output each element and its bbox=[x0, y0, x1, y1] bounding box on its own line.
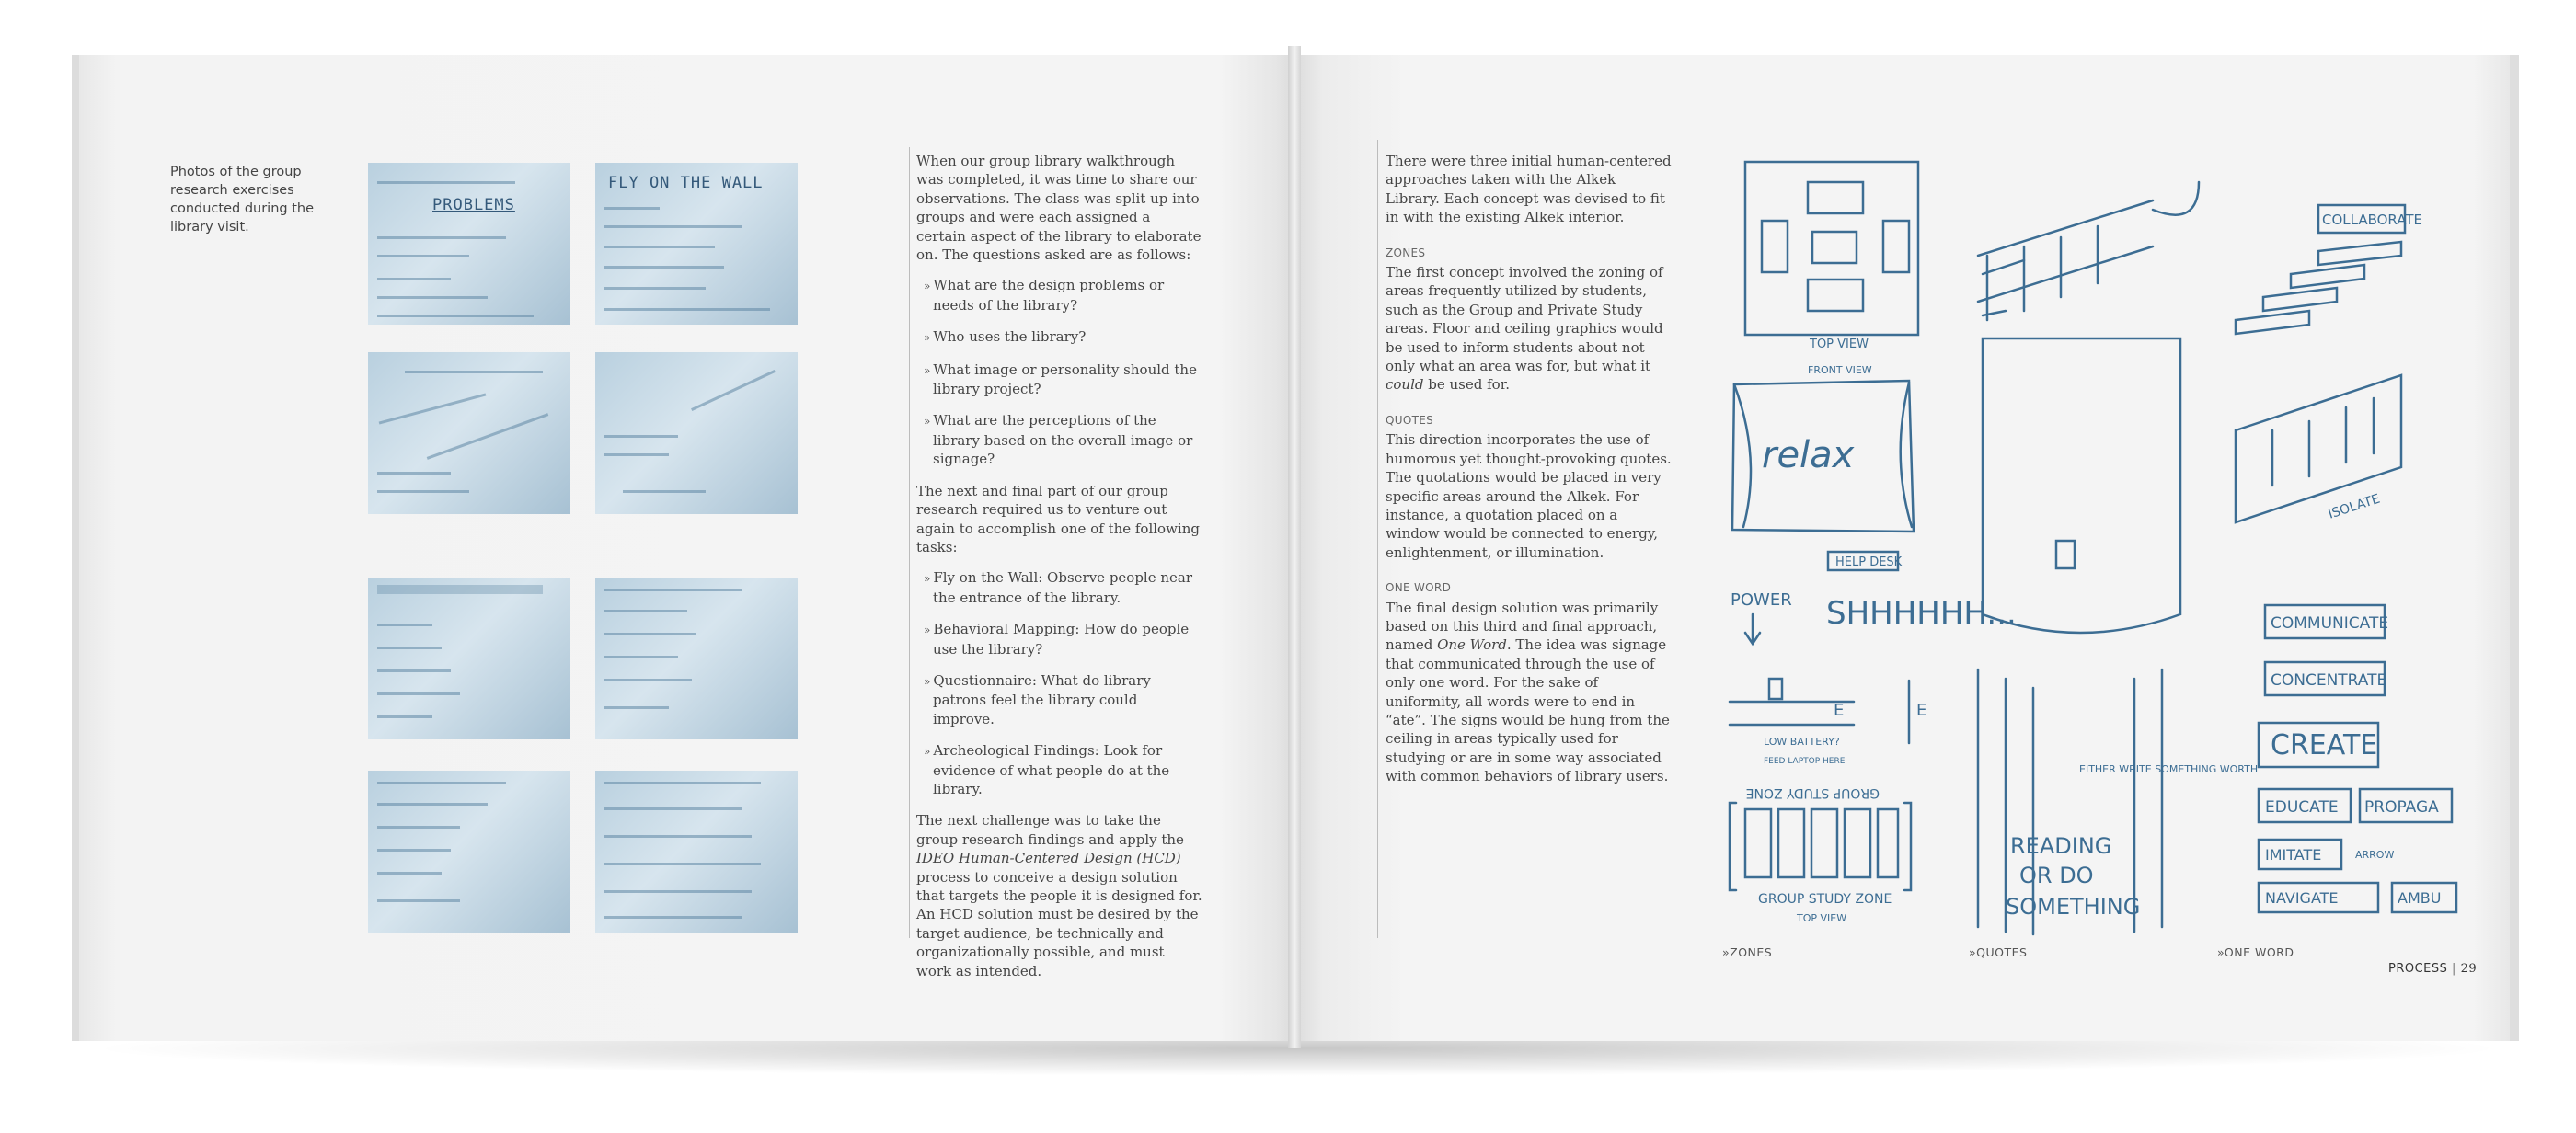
quotes-label: »QUOTES bbox=[1969, 945, 2028, 959]
svg-text:NAVIGATE: NAVIGATE bbox=[2265, 889, 2339, 907]
walkthrough-column bbox=[916, 152, 1203, 992]
oneword-heading: ONE WORD bbox=[1386, 581, 1452, 595]
svg-text:IMITATE: IMITATE bbox=[2265, 846, 2322, 864]
zones-sketches bbox=[1725, 154, 2017, 936]
task-list bbox=[916, 568, 1203, 798]
svg-text:ARROW: ARROW bbox=[2355, 849, 2395, 861]
svg-text:GROUP STUDY ZONE: GROUP STUDY ZONE bbox=[1758, 892, 1892, 907]
column-rule bbox=[909, 147, 910, 938]
research-photo-problems bbox=[368, 163, 570, 325]
svg-text:CREATE: CREATE bbox=[2271, 729, 2378, 761]
research-photo-fly-on-the-wall bbox=[595, 163, 798, 325]
page-folio: PROCESS | 29 bbox=[2388, 962, 2478, 976]
svg-text:AMBU: AMBU bbox=[2398, 889, 2442, 907]
svg-text:HELP DESK: HELP DESK bbox=[1835, 555, 1903, 569]
book-gutter bbox=[1288, 46, 1301, 1048]
svg-text:LOW BATTERY?: LOW BATTERY? bbox=[1764, 736, 1840, 748]
section-name: PROCESS bbox=[2388, 962, 2448, 976]
tasks-intro: The next and final part of our group research required us to venture out again to accomplish one of the following tasks: bbox=[916, 482, 1200, 555]
list-item: » What image or personality should the library project? bbox=[924, 360, 1197, 398]
oneword-label: »ONE WORD bbox=[2217, 945, 2294, 959]
oneword-text: The final design solution was primarily based on this third and final approach, named One Word. The idea was signage that communicated through the use of only one word. For the sake of uniformity, all words were to end in “ate”. The signs would be hung from the ceiling in areas typically used for studying or are in some way associated with common behaviors of library users. bbox=[1386, 599, 1670, 785]
list-item: » Behavioral Mapping: How do people use the library? bbox=[924, 621, 1190, 658]
quotes-heading: QUOTES bbox=[1386, 413, 1434, 427]
quotes-sketches bbox=[1969, 154, 2259, 936]
quotes-text: This direction incorporates the use of humorous yet thought-provoking quotes. The quotations would be placed in very specific areas around the Alkek. For instance, a quotation placed on a window would be connected to energy, enlightenment, or illumination. bbox=[1386, 431, 1672, 561]
svg-text:POWER: POWER bbox=[1731, 590, 1792, 610]
svg-text:FEED LAPTOP HERE: FEED LAPTOP HERE bbox=[1764, 757, 1846, 766]
research-photo-6 bbox=[595, 578, 798, 739]
list-item: » What are the perceptions of the library based on the overall image or signage? bbox=[924, 412, 1193, 468]
approaches-column bbox=[1386, 152, 1673, 803]
zones-text: The first concept involved the zoning of areas frequently utilized by students, such as the Group and Private Study areas. Floor and ceiling graphics would be used to inform students about not only what an area was for, but what it could be used for. bbox=[1386, 264, 1663, 394]
list-item: » Archeological Findings: Look for evidence of what people do at the library. bbox=[924, 742, 1170, 797]
svg-text:EITHER WRITE SOMETHING WORTH: EITHER WRITE SOMETHING WORTH bbox=[2079, 763, 2259, 775]
svg-text:E: E bbox=[1916, 701, 1927, 720]
research-photo-7 bbox=[368, 771, 570, 933]
svg-text:COLLABORATE: COLLABORATE bbox=[2322, 212, 2422, 228]
research-photo-5 bbox=[368, 578, 570, 739]
column-rule bbox=[1377, 140, 1378, 938]
svg-text:TOP VIEW: TOP VIEW bbox=[1810, 338, 1869, 351]
list-item: » Who uses the library? bbox=[924, 328, 1087, 346]
svg-text:READING: READING bbox=[2010, 833, 2112, 859]
svg-text:FRONT VIEW: FRONT VIEW bbox=[1808, 364, 1872, 376]
walkthrough-intro: When our group library walkthrough was completed, it was time to share our observations. The class was split up into groups and were each assigned a certain aspect of the library to elaborate on. The questions asked are as follows: bbox=[916, 153, 1202, 264]
zones-label: »ZONES bbox=[1722, 945, 1773, 959]
list-item: » Fly on the Wall: Observe people near the entrance of the library. bbox=[924, 569, 1193, 606]
svg-text:COMMUNICATE: COMMUNICATE bbox=[2271, 614, 2389, 633]
svg-text:OR DO: OR DO bbox=[2019, 863, 2094, 888]
research-photo-4 bbox=[595, 352, 798, 514]
question-list bbox=[916, 276, 1203, 468]
svg-text:TOP VIEW: TOP VIEW bbox=[1797, 912, 1847, 924]
svg-text:SHHHHHH...: SHHHHHH... bbox=[1826, 595, 2017, 632]
list-item: » What are the design problems or needs of the library? bbox=[924, 277, 1165, 314]
svg-text:ISOLATE: ISOLATE bbox=[2326, 491, 2382, 522]
svg-text:E: E bbox=[1834, 701, 1845, 720]
list-item: » Questionnaire: What do library patrons feel the library could improve. bbox=[924, 671, 1151, 727]
challenge-paragraph: The next challenge was to take the group research findings and apply the IDEO Human-Centered Design (HCD) process to conceive a design solution that targets the people it is designed for. An HCD solution must be desired by the target audience, be technically and organizationally possible, and must work as intended. bbox=[916, 812, 1202, 979]
research-photo-3 bbox=[368, 352, 570, 514]
svg-text:GROUP STUDY ZONE: GROUP STUDY ZONE bbox=[1745, 785, 1880, 800]
page-number: 29 bbox=[2460, 962, 2478, 976]
photo-title: FLY ON THE WALL bbox=[608, 174, 764, 192]
svg-text:relax: relax bbox=[1762, 434, 1855, 476]
photo-title: PROBLEMS bbox=[432, 196, 515, 214]
svg-text:CONCENTRATE: CONCENTRATE bbox=[2271, 671, 2387, 690]
approaches-intro: There were three initial human-centered approaches taken with the Alkek Library. Each concept was devised to fit in with the existing Alkek interior. bbox=[1386, 153, 1672, 226]
svg-text:EDUCATE: EDUCATE bbox=[2265, 798, 2339, 817]
photo-caption: Photos of the group research exercises conducted during the library visit. bbox=[170, 165, 315, 235]
svg-text:PROPAGA: PROPAGA bbox=[2364, 798, 2439, 817]
research-photo-8 bbox=[595, 771, 798, 933]
zones-heading: ZONES bbox=[1386, 246, 1426, 259]
svg-text:SOMETHING: SOMETHING bbox=[2006, 894, 2141, 920]
oneword-sketches bbox=[2217, 154, 2452, 936]
